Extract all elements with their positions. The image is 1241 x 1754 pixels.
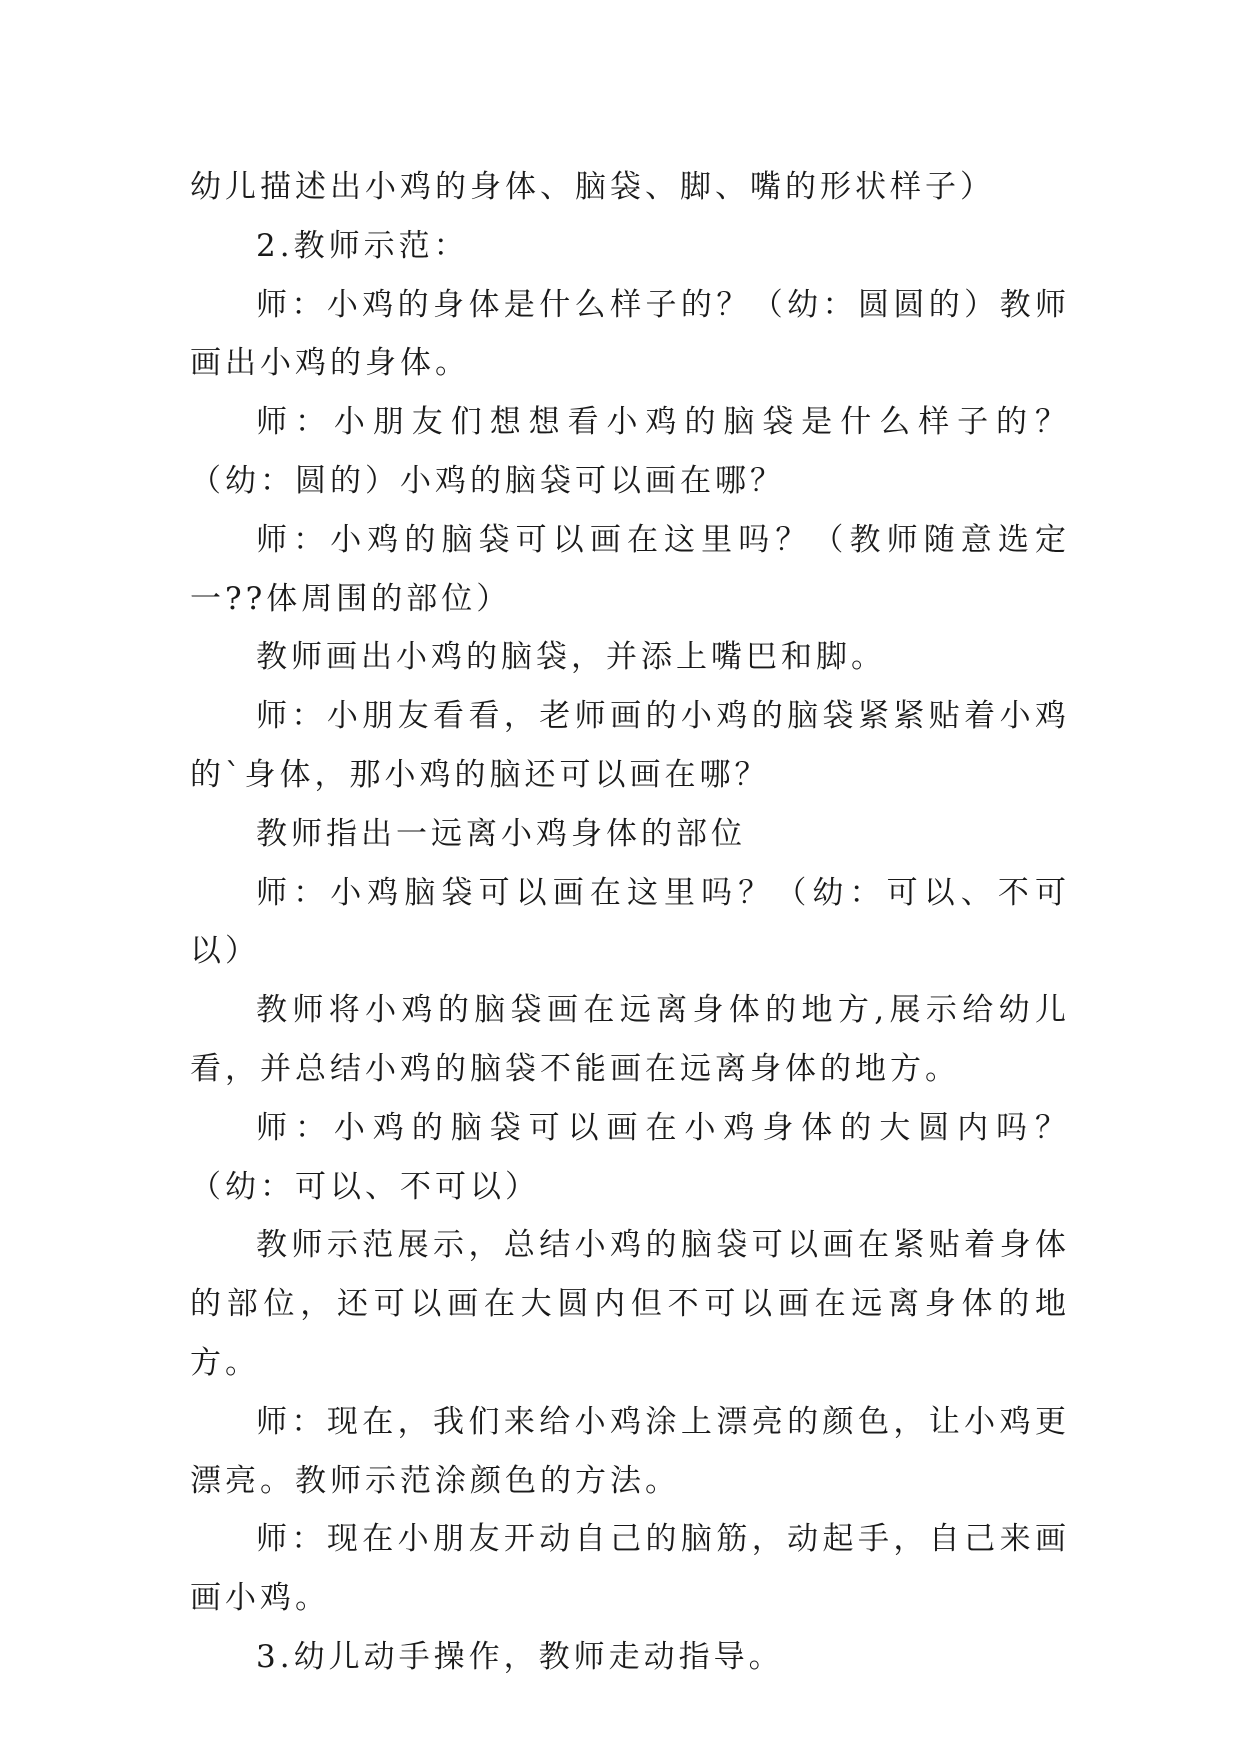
paragraph-9: 师：小鸡脑袋可以画在这里吗？（幼：可以、不可以） <box>190 874 1070 970</box>
paragraph-14: 师：现在小朋友开动自己的脑筋，动起手，自己来画画小鸡。 <box>190 1521 1070 1617</box>
paragraph-1: 幼儿描述出小鸡的身体、脑袋、脚、嘴的形状样子） <box>190 169 995 205</box>
paragraph-2: 2.教师示范： <box>256 227 469 264</box>
document-body <box>190 158 1070 1687</box>
paragraph-7: 师：小朋友看看，老师画的小鸡的脑袋紧紧贴着小鸡的`身体，那小鸡的脑还可以画在哪？ <box>190 698 1070 793</box>
paragraph-13: 师：现在，我们来给小鸡涂上漂亮的颜色，让小鸡更漂亮。教师示范涂颜色的方法。 <box>190 1403 1070 1499</box>
paragraph-8: 教师指出一远离小鸡身体的部位 <box>256 815 746 852</box>
paragraph-3: 师：小鸡的身体是什么样子的？（幼：圆圆的）教师画出小鸡的身体。 <box>190 286 1070 382</box>
paragraph-10: 教师将小鸡的脑袋画在远离身体的地方,展示给幼儿看，并总结小鸡的脑袋不能画在远离身体的地方。 <box>190 992 1070 1087</box>
paragraph-4: 师：小朋友们想想看小鸡的脑袋是什么样子的？（幼：圆的）小鸡的脑袋可以画在哪？ <box>190 404 1070 499</box>
paragraph-12: 教师示范展示，总结小鸡的脑袋可以画在紧贴着身体的部位，还可以画在大圆内但不可以画在远离身体的地方。 <box>190 1227 1070 1381</box>
paragraph-11: 师：小鸡的脑袋可以画在小鸡身体的大圆内吗？（幼：可以、不可以） <box>190 1109 1070 1205</box>
paragraph-5: 师：小鸡的脑袋可以画在这里吗？（教师随意选定一??体周围的部位） <box>190 521 1070 617</box>
paragraph-15: 3.幼儿动手操作，教师走动指导。 <box>256 1638 784 1675</box>
paragraph-6: 教师画出小鸡的脑袋，并添上嘴巴和脚。 <box>256 639 886 676</box>
